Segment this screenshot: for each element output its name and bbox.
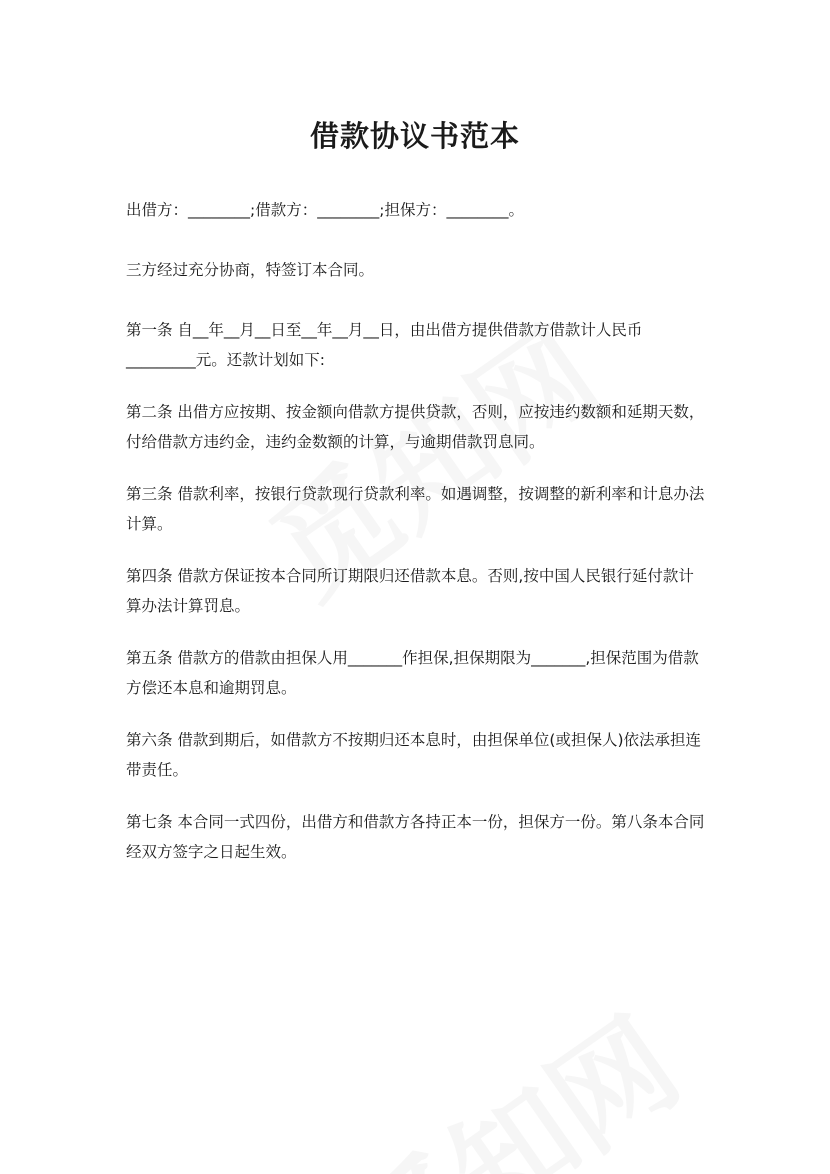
intro-paragraph: 三方经过充分协商，特签订本合同。 <box>126 261 375 279</box>
article-6: 第六条 借款到期后，如借款方不按期归还本息时，由担保单位(或担保人)依法承担连带责任。 <box>126 731 702 779</box>
article-2: 第二条 出借方应按期、按金额向借款方提供贷款，否则，应按违约数额和延期天数，付给借款方违约金，违约金数额的计算，与逾期借款罚息同。 <box>126 403 705 451</box>
article-4: 第四条 借款方保证按本合同所订期限归还借款本息。否则,按中国人民银行延付款计算办法计算罚息。 <box>126 567 694 615</box>
document-body <box>126 195 706 889</box>
article-3: 第三条 借款利率，按银行贷款现行贷款利率。如遇调整，按调整的新利率和计息办法计算。 <box>126 485 705 533</box>
document-title: 借款协议书范本 <box>309 119 520 153</box>
article-7: 第七条 本合同一式四份，出借方和借款方各持正本一份，担保方一份。第八条本合同经双方签字之日起生效。 <box>126 813 705 861</box>
article-1: 第一条 自__年__月__日至__年__月__日，由出借方提供借款方借款计人民币_________元。还款计划如下: <box>126 321 643 369</box>
watermark <box>313 972 707 1174</box>
parties-line: 出借方：________;借款方：________;担保方：________。 <box>126 201 524 219</box>
article-5: 第五条 借款方的借款由担保人用_______作担保,担保期限为_______,担保范围为借款方偿还本息和逾期罚息。 <box>126 649 699 697</box>
